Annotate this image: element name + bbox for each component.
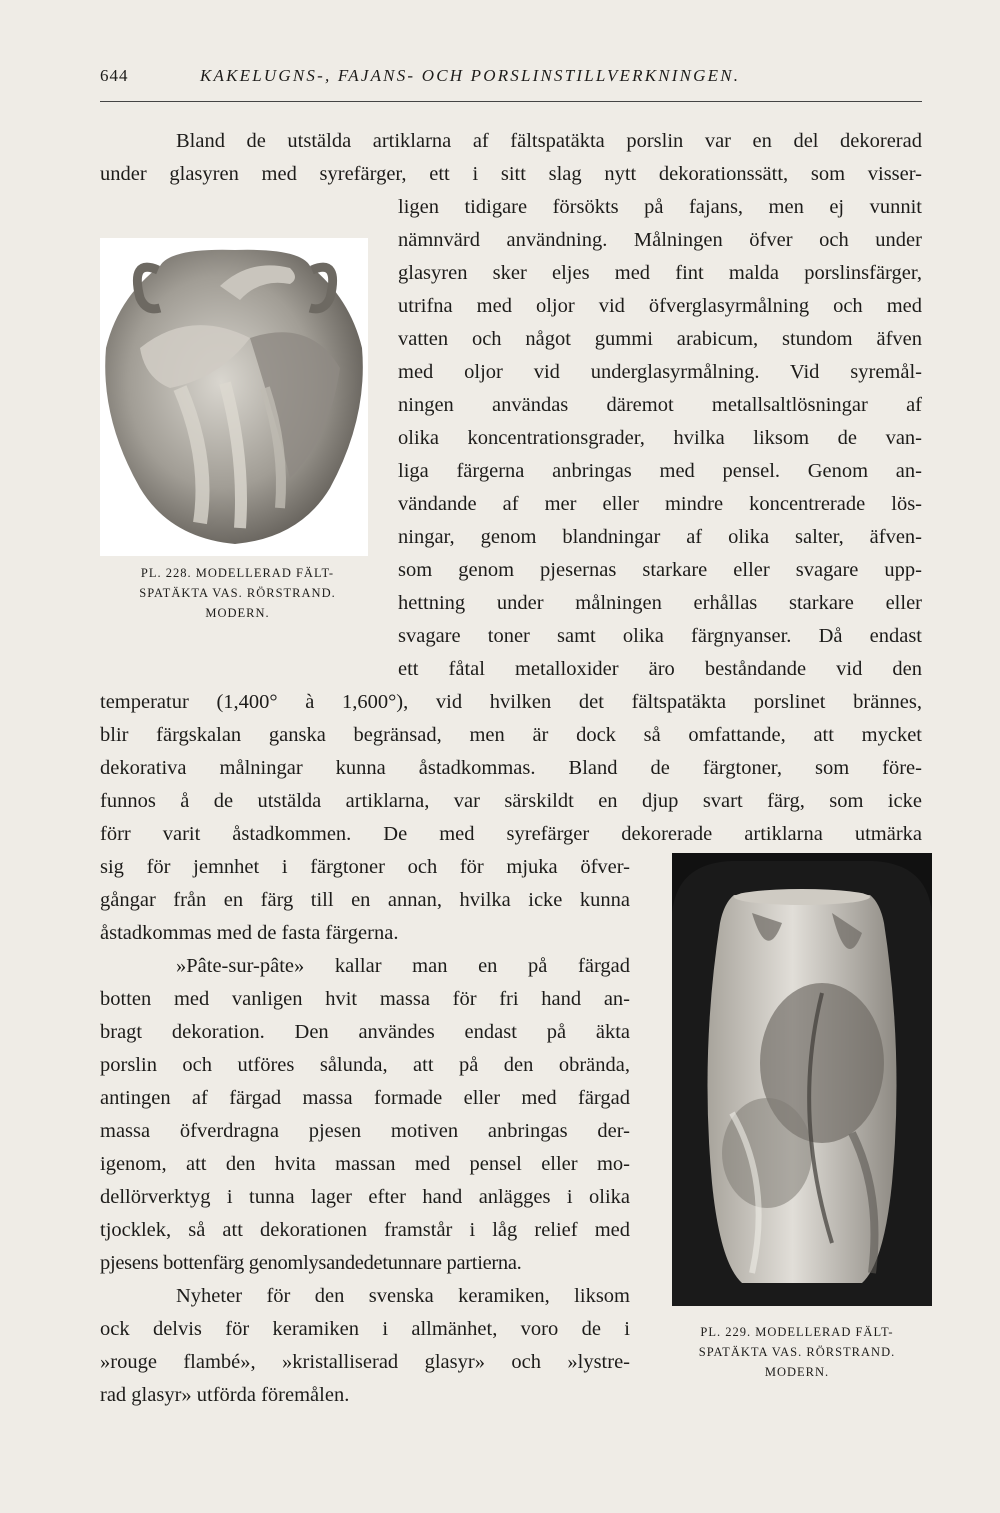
caption-line: MODERN.: [205, 606, 270, 620]
caption-line: PL. 228. MODELLERAD FÄLT-: [140, 566, 335, 580]
text-line: ock delvis för keramiken i allmänhet, voro de i: [100, 1318, 630, 1340]
figure-plate-228: [100, 238, 368, 556]
text-line: liga färgerna anbringas med pensel. Genom an-: [398, 460, 922, 482]
text-line: pjesens bottenfärg genomlysandedetunnare partierna.: [100, 1252, 522, 1274]
text-line: rad glasyr» utförda föremålen.: [100, 1384, 350, 1406]
text-line: som genom pjesernas starkare eller svagare upp-: [398, 559, 922, 581]
text-line: ningar, genom blandningar af olika salter, äfven-: [398, 526, 922, 548]
figure-plate-229: [672, 853, 932, 1306]
text-line: vändande af mer eller mindre koncentrerade lös-: [398, 493, 922, 515]
text-line: antingen af färgad massa formade eller med färgad: [100, 1087, 630, 1109]
text-line: gångar från en färg till en annan, hvilka icke kunna: [100, 889, 630, 911]
text-line: Bland de utstälda artiklarna af fältspatäkta porslin var en del dekorerad: [176, 130, 922, 152]
text-line: ligen tidigare försökts på fajans, men ej vunnit: [398, 196, 922, 218]
text-line: dekorativa målningar kunna åstadkommas. Bland de färgtoner, som före-: [100, 757, 922, 779]
caption-line: PL. 229. MODELLERAD FÄLT-: [700, 1325, 894, 1339]
text-line: olika koncentrationsgrader, hvilka liksom de van-: [398, 427, 922, 449]
header-rule: [100, 101, 922, 102]
text-line: bragt dekoration. Den användes endast på äkta: [100, 1021, 630, 1043]
text-line: botten med vanligen hvit massa för fri hand an-: [100, 988, 630, 1010]
text-line: åstadkommas med de fasta färgerna.: [100, 922, 399, 944]
text-line: tjocklek, så att dekorationen framstår i låg relief med: [100, 1219, 630, 1241]
text-line: utrifna med oljor vid öfverglasyrmålning och med: [398, 295, 922, 317]
figure-caption-228: [100, 563, 375, 623]
text-line: med oljor vid underglasyrmålning. Vid syremål-: [398, 361, 922, 383]
text-line: massa öfverdragna pjesen motiven anbringas der-: [100, 1120, 630, 1142]
text-line: förr varit åstadkommen. De med syrefärger dekorerade artiklarna utmärka: [100, 823, 922, 845]
figure-caption-229: [652, 1322, 942, 1382]
page-number: 644: [100, 66, 129, 85]
caption-line: MODERN.: [764, 1365, 830, 1379]
text-line: sig för jemnhet i färgtoner och för mjuka öfver-: [100, 856, 630, 878]
text-line: »rouge flambé», »kristalliserad glasyr» och »lystre-: [100, 1351, 630, 1373]
caption-line: SPATÄKTA VAS. RÖRSTRAND.: [139, 586, 336, 600]
text-line: porslin och utföres sålunda, att på den obrända,: [100, 1054, 630, 1076]
text-line: temperatur (1,400° à 1,600°), vid hvilken det fältspatäkta porslinet brännes,: [100, 691, 922, 713]
text-line: »Pâte-sur-pâte» kallar man en på färgad: [176, 955, 630, 977]
text-line: Nyheter för den svenska keramiken, liksom: [176, 1285, 630, 1307]
text-line: ningen användas däremot metallsaltlösningar af: [398, 394, 922, 416]
text-line: dellörverktyg i tunna lager efter hand anlägges i olika: [100, 1186, 630, 1208]
running-header: [100, 66, 925, 96]
text-line: under glasyren med syrefärger, ett i sitt slag nytt dekorationssätt, som visser-: [100, 163, 922, 185]
caption-line: SPATÄKTA VAS. RÖRSTRAND.: [698, 1345, 896, 1359]
text-line: vatten och något gummi arabicum, stundom äfven: [398, 328, 922, 350]
text-line: svagare toner samt olika färgnyanser. Då endast: [398, 625, 922, 647]
text-line: blir färgskalan ganska begränsad, men är dock så omfattande, att mycket: [100, 724, 922, 746]
vase-with-wings-image: [100, 238, 368, 556]
text-line: glasyren sker eljes med fint malda porslinsfärger,: [398, 262, 922, 284]
text-line: nämnvärd användning. Målningen öfver och under: [398, 229, 922, 251]
text-line: igenom, att den hvita massan med pensel eller mo-: [100, 1153, 630, 1175]
text-line: hettning under målningen erhållas starkare eller: [398, 592, 922, 614]
vase-with-leaves-image: [672, 853, 932, 1306]
text-line: funnos å de utstälda artiklarna, var särskildt en djup svart färg, som icke: [100, 790, 922, 812]
running-title: KAKELUGNS-, FAJANS- OCH PORSLINSTILLVERKNINGEN.: [200, 66, 741, 85]
text-line: ett fåtal metalloxider äro beståndande vid den: [398, 658, 922, 680]
